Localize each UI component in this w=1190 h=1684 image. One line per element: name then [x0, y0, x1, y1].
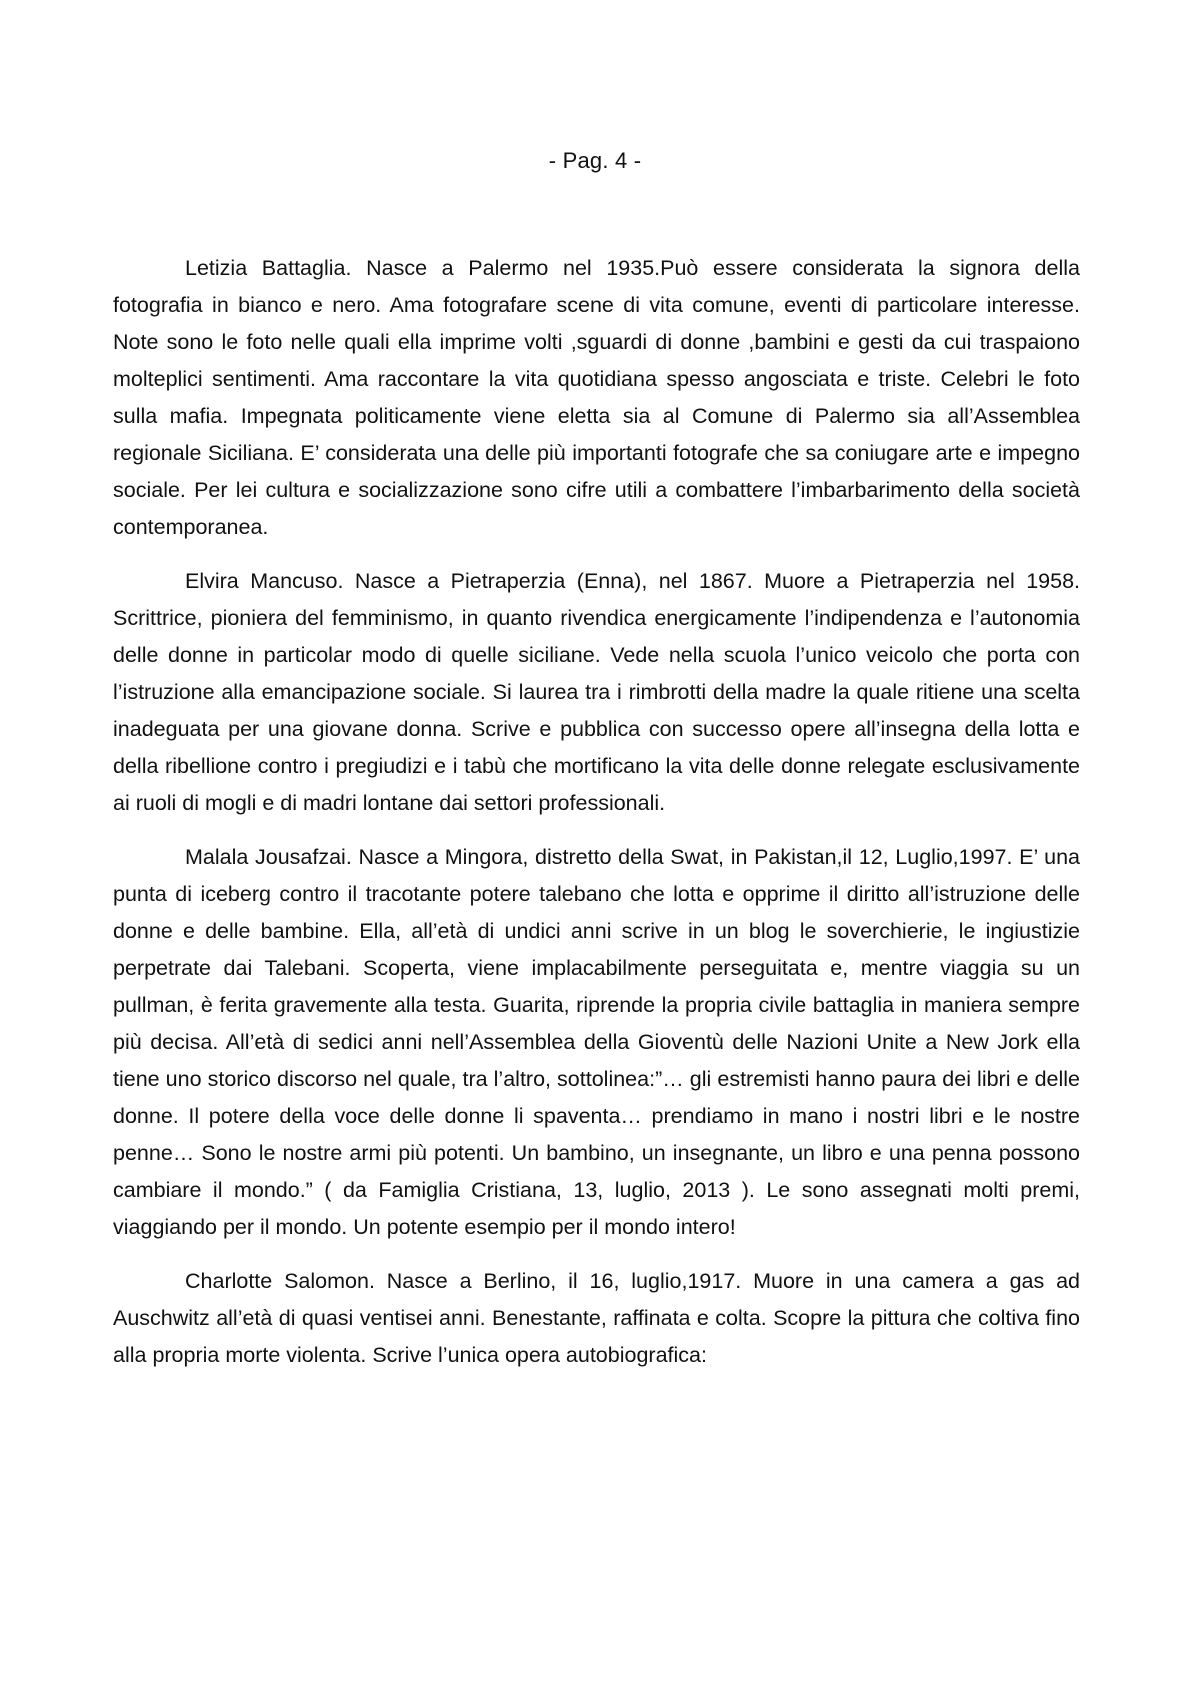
paragraph-elvira-mancuso: Elvira Mancuso. Nasce a Pietraperzia (Enna), nel 1867. Muore a Pietraperzia nel 1958. Scrittrice, pioniera del femminismo, in quanto rivendica energicamente l’indipendenza e l’autonomia delle donne in particolar modo di quelle siciliane. Vede nella scuola l’unico veicolo che porta con l’istruzione alla emancipazione sociale. Si laurea tra i rimbrotti della madre la quale ritiene una scelta inadeguata per una giovane donna. Scrive e pubblica con successo opere all’insegna della lotta e della ribellione contro i pregiudizi e i tabù che mortificano la vita delle donne relegate esclusivamente ai ruoli di mogli e di madri lontane dai settori professionali. — [113, 569, 1080, 815]
body-text — [113, 250, 1080, 1374]
paragraph-charlotte-salomon: Charlotte Salomon. Nasce a Berlino, il 16, luglio,1917. Muore in una camera a gas ad Auschwitz all’età di quasi ventisei anni. Benestante, raffinata e colta. Scopre la pittura che coltiva fino alla propria morte violenta. Scrive l’unica opera autobiografica: — [113, 1269, 1080, 1367]
page-number: - Pag. 4 - — [548, 148, 642, 173]
paragraph-letizia-battaglia: Letizia Battaglia. Nasce a Palermo nel 1935.Può essere considerata la signora della fotografia in bianco e nero. Ama fotografare scene di vita comune, eventi di particolare interesse. Note sono le foto nelle quali ella imprime volti ,sguardi di donne ,bambini e gesti da cui traspaiono molteplici sentimenti. Ama raccontare la vita quotidiana spesso angosciata e triste. Celebri le foto sulla mafia. Impegnata politicamente viene eletta sia al Comune di Palermo sia all’Assemblea regionale Siciliana. E’ considerata una delle più importanti fotografe che sa coniugare arte e impegno sociale. Per lei cultura e socializzazione sono cifre utili a combattere l’imbarbarimento della società contemporanea. — [113, 256, 1080, 539]
paragraph-malala-jousafzai: Malala Jousafzai. Nasce a Mingora, distretto della Swat, in Pakistan,il 12, Luglio,1997. E’ una punta di iceberg contro il tracotante potere talebano che lotta e opprime il diritto all’istruzione delle donne e delle bambine. Ella, all’età di undici anni scrive in un blog le soverchierie, le ingiustizie perpetrate dai Talebani. Scoperta, viene implacabilmente perseguitata e, mentre viaggia su un pullman, è ferita gravemente alla testa. Guarita, riprende la propria civile battaglia in maniera sempre più decisa. All’età di sedici anni nell’Assemblea della Gioventù delle Nazioni Unite a New Jork ella tiene uno storico discorso nel quale, tra l’altro, sottolinea:”… gli estremisti hanno paura dei libri e delle donne. Il potere della voce delle donne li spaventa… prendiamo in mano i nostri libri e le nostre penne… Sono le nostre armi più potenti. Un bambino, un insegnante, un libro e una penna possono cambiare il mondo.” ( da Famiglia Cristiana, 13, luglio, 2013 ). Le sono assegnati molti premi, viaggiando per il mondo. Un potente esempio per il mondo intero! — [113, 845, 1080, 1239]
